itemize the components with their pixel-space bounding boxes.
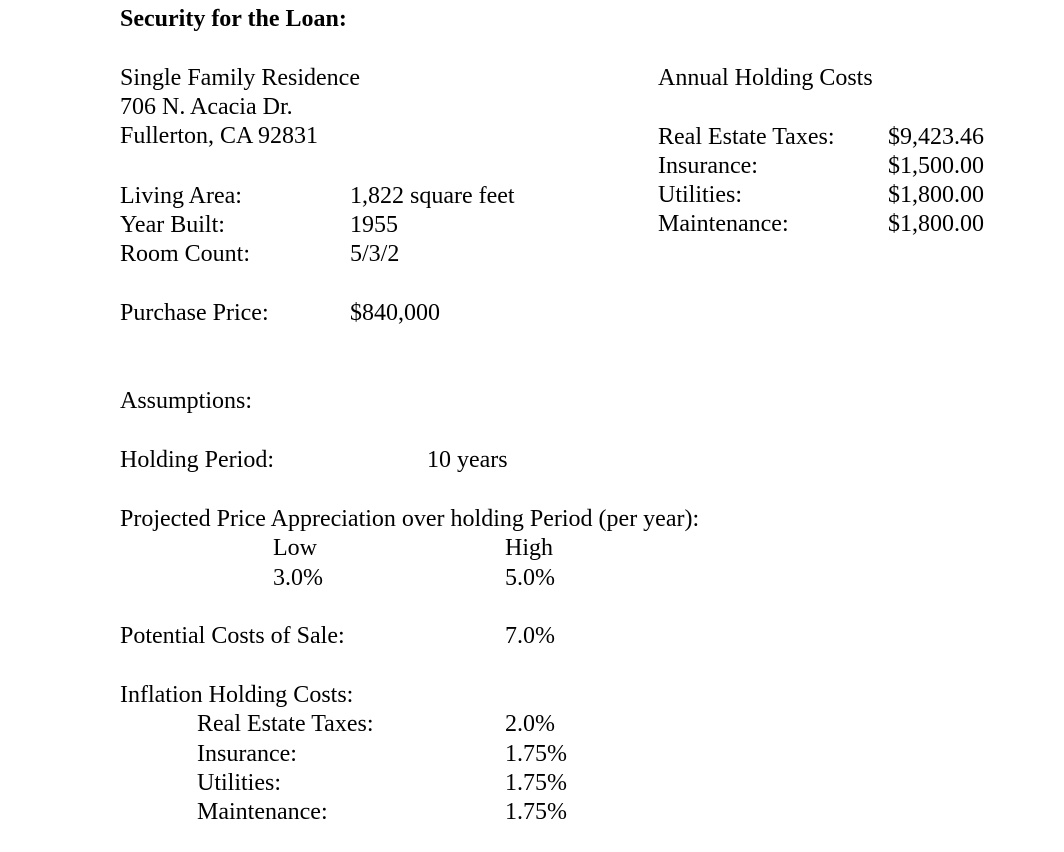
holding-cost-label: Real Estate Taxes:: [658, 124, 835, 150]
holding-cost-value: $1,800.00: [888, 211, 984, 237]
year-built-label: Year Built:: [120, 212, 225, 238]
inflation-value: 1.75%: [505, 770, 567, 796]
costs-of-sale-value: 7.0%: [505, 623, 555, 649]
living-area-value: 1,822 square feet: [350, 183, 515, 209]
living-area-label: Living Area:: [120, 183, 242, 209]
inflation-value: 1.75%: [505, 799, 567, 825]
property-street: 706 N. Acacia Dr.: [120, 94, 293, 120]
inflation-value: 2.0%: [505, 711, 555, 737]
purchase-price-value: $840,000: [350, 300, 440, 326]
appreciation-low-label: Low: [273, 535, 317, 561]
appreciation-high-label: High: [505, 535, 553, 561]
holding-cost-value: $1,800.00: [888, 182, 984, 208]
year-built-value: 1955: [350, 212, 398, 238]
inflation-label: Utilities:: [197, 770, 281, 796]
holding-cost-value: $1,500.00: [888, 153, 984, 179]
appreciation-title: Projected Price Appreciation over holding Period (per year):: [120, 506, 700, 532]
inflation-label: Insurance:: [197, 741, 297, 767]
inflation-title: Inflation Holding Costs:: [120, 682, 354, 708]
section-heading: Security for the Loan:: [120, 6, 347, 32]
inflation-label: Real Estate Taxes:: [197, 711, 374, 737]
assumptions-title: Assumptions:: [120, 388, 253, 414]
room-count-value: 5/3/2: [350, 241, 400, 267]
holding-cost-label: Maintenance:: [658, 211, 789, 237]
appreciation-high-value: 5.0%: [505, 565, 555, 591]
holding-period-value: 10 years: [427, 447, 508, 473]
holding-cost-label: Utilities:: [658, 182, 742, 208]
holding-period-label: Holding Period:: [120, 447, 274, 473]
holding-cost-value: $9,423.46: [888, 124, 984, 150]
costs-of-sale-label: Potential Costs of Sale:: [120, 623, 345, 649]
appreciation-low-value: 3.0%: [273, 565, 323, 591]
holding-cost-label: Insurance:: [658, 153, 758, 179]
annual-holding-costs-title: Annual Holding Costs: [658, 65, 873, 91]
inflation-label: Maintenance:: [197, 799, 328, 825]
property-type: Single Family Residence: [120, 65, 360, 91]
inflation-value: 1.75%: [505, 741, 567, 767]
room-count-label: Room Count:: [120, 241, 251, 267]
purchase-price-label: Purchase Price:: [120, 300, 269, 326]
property-city: Fullerton, CA 92831: [120, 123, 319, 149]
